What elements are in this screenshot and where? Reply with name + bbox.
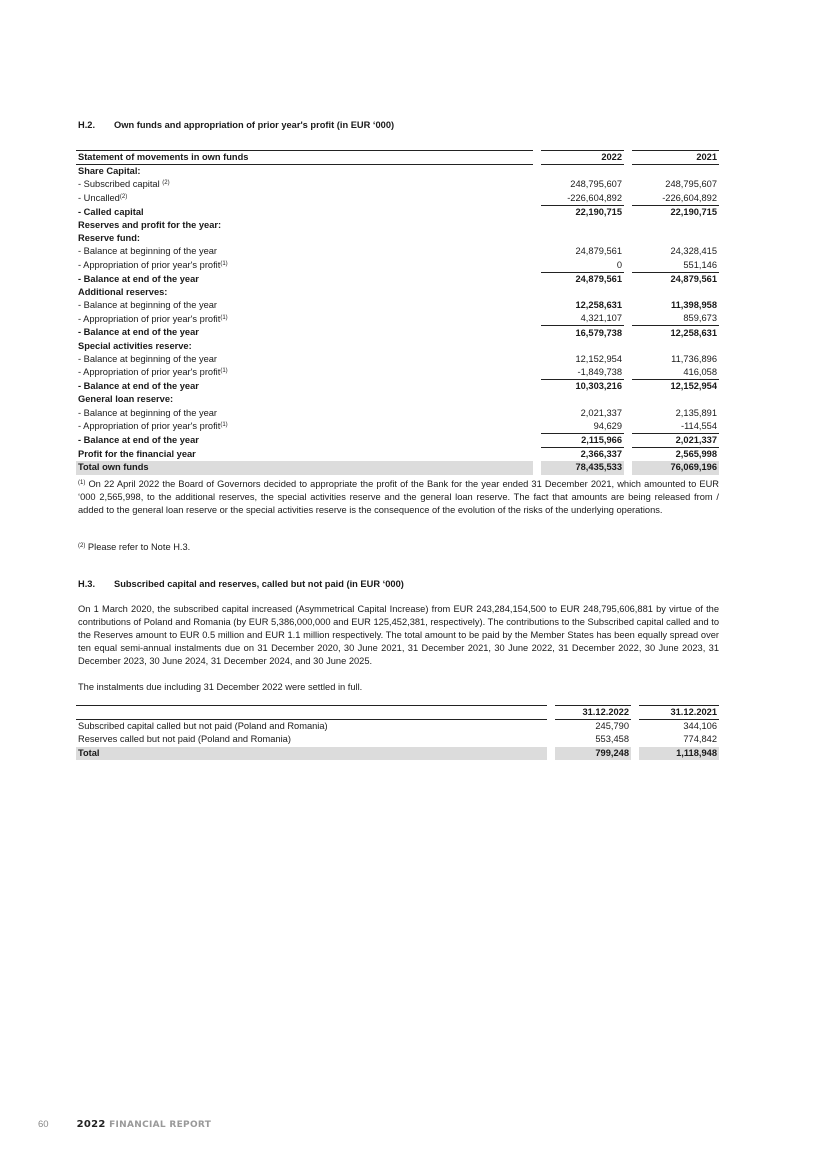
table-row [76,272,719,286]
table-row [76,420,719,434]
footnote-text: Please refer to Note H.3. [85,542,191,552]
table-row [76,747,719,760]
value-col-1: 245,790 [551,720,635,734]
row-label [76,205,537,219]
row-label-text: - Appropriation of prior year's profit [78,313,221,324]
value-col-1 [537,232,628,245]
header-col-1: 2022 [537,151,628,165]
row-label [76,245,537,258]
footnote-ref: (2) [119,193,128,200]
row-label [76,219,537,232]
value-col-1: 0 [537,259,628,273]
row-label-text: - Balance at end of the year [78,327,199,338]
footnote-ref: (2) [162,180,170,187]
table-row [76,433,719,447]
value-col-2: 859,673 [628,312,719,326]
header-col-1: 31.12.2022 [551,706,635,720]
row-label-text: - Subscribed capital [78,179,163,190]
row-label [76,366,537,380]
table-row [76,219,719,232]
value-col-2 [628,393,719,406]
value-col-1: 94,629 [537,420,628,434]
row-label-text: Additional reserves: [78,286,168,297]
row-label [76,192,537,206]
footnote-marker: (1) [78,480,86,486]
header-label [76,706,551,720]
value-col-1: 4,321,107 [537,312,628,326]
value-col-1: 78,435,533 [537,461,628,474]
row-label-text: Reserves called but not paid (Poland and Romania) [78,734,291,745]
row-label [76,393,537,406]
value-col-1: 16,579,738 [537,326,628,340]
footnote-ref: (1) [220,422,228,429]
table-row [76,192,719,206]
row-label [76,433,537,447]
row-label [76,407,537,420]
page-number: 60 [38,1119,49,1130]
row-label [76,286,537,299]
table-row [76,380,719,394]
row-label [76,340,537,353]
value-col-1: 24,879,561 [537,245,628,258]
value-col-1 [537,340,628,353]
row-label-text: - Uncalled [78,192,120,203]
row-label [76,312,537,326]
table-row [76,448,719,462]
row-label-text: Reserves and profit for the year: [78,220,222,231]
row-label-text: - Balance at beginning of the year [78,407,218,418]
value-col-2: 248,795,607 [628,178,719,191]
value-col-2: 76,069,196 [628,461,719,474]
header-label: Statement of movements in own funds [76,151,537,165]
value-col-1: -226,604,892 [537,192,628,206]
section-heading: Subscribed capital and reserves, called but not paid (in EUR ‘000) [114,579,404,589]
value-col-2: -226,604,892 [628,192,719,206]
value-col-2: 22,190,715 [628,205,719,219]
footnote-ref: (1) [220,314,228,321]
footnote-1 [78,478,719,517]
footnote-ref: (1) [220,260,228,267]
table-row [76,165,719,179]
value-col-1: 12,258,631 [537,299,628,312]
table-row [76,461,719,474]
h3-paragraph-2: The instalments due including 31 December 2022 were settled in full. [78,682,363,692]
report-year: 2022 [76,1119,106,1130]
table-header-row [76,151,719,165]
own-funds-table [76,150,719,475]
row-label-text: - Balance at end of the year [78,381,199,392]
row-label-text: - Appropriation of prior year's profit [78,259,221,270]
section-h2-title [78,120,394,130]
report-title [77,1119,212,1130]
row-label [76,232,537,245]
row-label [76,272,537,286]
value-col-1: 24,879,561 [537,272,628,286]
value-col-2: 2,135,891 [628,407,719,420]
value-col-1: 10,303,216 [537,380,628,394]
value-col-1: 22,190,715 [537,205,628,219]
row-label [76,380,537,394]
row-label-text: Special activities reserve: [78,340,192,351]
value-col-2: 344,106 [635,720,719,734]
table-row [76,205,719,219]
row-label-text: Total [78,747,100,758]
table-row [76,733,719,746]
table-row [76,366,719,380]
value-col-2: 774,842 [635,733,719,746]
table-row [76,232,719,245]
value-col-2: 12,258,631 [628,326,719,340]
section-heading: Own funds and appropriation of prior year's profit (in EUR ‘000) [114,120,395,130]
row-label [76,461,537,474]
row-label [76,747,551,760]
row-label-text: - Appropriation of prior year's profit [78,367,221,378]
header-col-2: 2021 [628,151,719,165]
value-col-2 [628,219,719,232]
value-col-2: 11,736,896 [628,353,719,366]
row-label [76,299,537,312]
row-label [76,420,537,434]
value-col-1: 553,458 [551,733,635,746]
value-col-1 [537,286,628,299]
table-row [76,393,719,406]
row-label-text: - Balance at beginning of the year [78,300,218,311]
value-col-2 [628,340,719,353]
row-label-text: Total own funds [78,462,149,473]
value-col-2: 11,398,958 [628,299,719,312]
value-col-2 [628,232,719,245]
row-label [76,259,537,273]
footnote-text: On 22 April 2022 the Board of Governors decided to appropriate the profit of the Bank for the year ended 31 December 2021, which amounted to EUR ‘000 2,565,998, to the additional reserves, the special activities reserve and the general loan reserve. The fact that amounts are being released from / added to the general loan reserve or the special activities reserve is the consequence of the evolution of the risks of the underlying operations. [78,479,719,515]
row-label-text: - Appropriation of prior year's profit [78,421,221,432]
table-row [76,326,719,340]
table-row [76,353,719,366]
footnote-marker: (2) [78,543,86,549]
h3-paragraph-1: On 1 March 2020, the subscribed capital increased (Asymmetrical Capital Increase) from EUR 243,284,154,500 to EUR 248,795,606,881 by virtue of the contributions of Poland and Romania (by EUR 5,386,000,000 and EUR 125,452,381, respectively). The contributions to the Subscribed capital called and to the Reserves amount to EUR 0.5 million and EUR 1.1 million respectively. The total amount to be paid by the Member States has been equally spread over ten equal semi-annual instalments due on 31 December 2020, 30 June 2021, 31 December 2021, 30 June 2022, 31 December 2022, 30 June 2023, 31 December 2023, 30 June 2024, 31 December 2024, and 30 June 2025. [78,604,719,666]
value-col-2 [628,165,719,179]
value-col-2: 2,021,337 [628,433,719,447]
row-label-text: - Balance at end of the year [78,435,199,446]
table-row [76,340,719,353]
row-label-text: - Balance at beginning of the year [78,353,218,364]
row-label-text: - Called capital [78,206,144,217]
row-label-text: General loan reserve: [78,394,174,405]
value-col-1: 12,152,954 [537,353,628,366]
section-number: H.3. [78,579,96,589]
footnote-2 [78,541,719,554]
value-col-2: 1,118,948 [635,747,719,760]
value-col-2: -114,554 [628,420,719,434]
row-label-text: Share Capital: [78,166,141,177]
table-row [76,720,719,734]
value-col-1 [537,165,628,179]
row-label [76,353,537,366]
value-col-1 [537,393,628,406]
table-row [76,245,719,258]
value-col-2: 2,565,998 [628,448,719,462]
value-col-1: 799,248 [551,747,635,760]
value-col-2 [628,286,719,299]
page-footer [38,1119,211,1130]
table-row [76,312,719,326]
value-col-2: 12,152,954 [628,380,719,394]
footnote-ref: (1) [220,368,228,375]
called-not-paid-table [76,705,719,760]
value-col-2: 24,879,561 [628,272,719,286]
row-label [76,448,537,462]
value-col-2: 416,058 [628,366,719,380]
report-name: FINANCIAL REPORT [109,1120,212,1130]
value-col-2: 551,146 [628,259,719,273]
row-label [76,733,551,746]
row-label [76,720,551,734]
value-col-1: 2,021,337 [537,407,628,420]
table-header-row [76,706,719,720]
row-label [76,165,537,179]
value-col-1: -1,849,738 [537,366,628,380]
table-row [76,178,719,191]
value-col-1: 248,795,607 [537,178,628,191]
row-label-text: - Balance at beginning of the year [78,246,218,257]
section-number: H.2. [78,120,96,130]
row-label-text: - Balance at end of the year [78,273,199,284]
header-col-2: 31.12.2021 [635,706,719,720]
value-col-1: 2,115,966 [537,433,628,447]
value-col-1: 2,366,337 [537,448,628,462]
section-h3-title [78,579,404,589]
row-label [76,326,537,340]
value-col-2: 24,328,415 [628,245,719,258]
table-row [76,259,719,273]
row-label-text: Subscribed capital called but not paid (Poland and Romania) [78,721,328,732]
row-label [76,178,537,191]
row-label-text: Profit for the financial year [78,448,196,459]
value-col-1 [537,219,628,232]
table-row [76,299,719,312]
table-row [76,286,719,299]
row-label-text: Reserve fund: [78,233,140,244]
table-row [76,407,719,420]
